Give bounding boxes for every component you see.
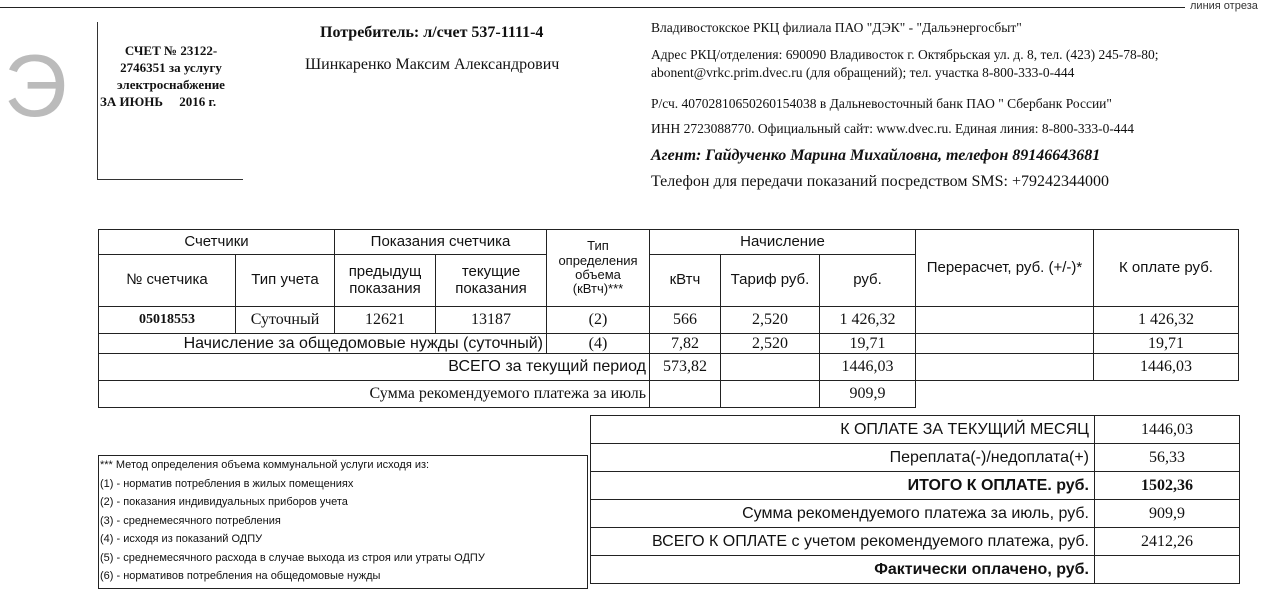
legend-item: (6) - нормативов потребления на общедомовые нужды bbox=[100, 570, 381, 582]
header-meter-no: № счетчика bbox=[99, 255, 236, 307]
header-tariff: Тариф руб. bbox=[721, 255, 820, 307]
legend-item: (5) - среднемесячного расхода в случае выхода из строя или утраты ОДПУ bbox=[100, 551, 485, 564]
kwh-value: 566 bbox=[650, 307, 721, 334]
rkc-bank-account: Р/сч. 40702810650260154038 в Дальневосточный банк ПАО " Сбербанк России" bbox=[651, 96, 1112, 111]
total-recalc bbox=[916, 354, 1094, 381]
consumer-account: Потребитель: л/счет 537-1111-4 bbox=[320, 24, 544, 41]
charges-table bbox=[98, 229, 1239, 408]
legend-item: (1) - норматив потребления в жилых помещениях bbox=[100, 477, 354, 490]
invoice-title bbox=[100, 42, 242, 110]
recommended-tariff bbox=[721, 381, 820, 408]
header-kwh: кВтч bbox=[650, 255, 721, 307]
summary-value-overpay: 56,33 bbox=[1095, 444, 1240, 472]
summary-row bbox=[591, 556, 1240, 584]
tariff-value: 2,520 bbox=[721, 307, 820, 334]
summary-row bbox=[591, 472, 1240, 500]
rub-value: 1 426,32 bbox=[820, 307, 916, 334]
sms-phone: Телефон для передачи показаний посредством SMS: +79242344000 bbox=[651, 173, 1109, 190]
header-account-type: Тип учета bbox=[236, 255, 335, 307]
bill-letter-mark: Э bbox=[4, 36, 68, 135]
summary-label-total: ИТОГО К ОПЛАТЕ. руб. bbox=[591, 472, 1095, 500]
invoice-line-1: СЧЕТ № 23122- bbox=[124, 43, 218, 58]
header-recalc: Перерасчет, руб. (+/-)* bbox=[916, 230, 1094, 307]
odn-rub: 19,71 bbox=[820, 334, 916, 354]
header-charge: Начисление bbox=[650, 230, 916, 255]
recommended-spacer-2 bbox=[1094, 381, 1239, 408]
legend-item: (4) - исходя из показаний ОДПУ bbox=[100, 533, 263, 545]
header-readings: Показания счетчика bbox=[335, 230, 547, 255]
summary-row bbox=[591, 500, 1240, 528]
summary-value-grand-total: 2412,26 bbox=[1095, 528, 1240, 556]
invoice-line-4: ЗА ИЮНЬ 2016 г. bbox=[100, 94, 217, 109]
summary-value-recommended: 909,9 bbox=[1095, 500, 1240, 528]
odn-recalc bbox=[916, 334, 1094, 354]
header-to-pay: К оплате руб. bbox=[1094, 230, 1239, 307]
summary-table bbox=[590, 415, 1240, 584]
rkc-inn: ИНН 2723088770. Официальный сайт: www.dvec.ru. Единая линия: 8-800-333-0-444 bbox=[651, 121, 1135, 136]
account-type: Суточный bbox=[236, 307, 335, 334]
agent-info: Агент: Гайдученко Марина Михайловна, телефон 89146643681 bbox=[651, 147, 1101, 164]
header-rub: руб. bbox=[820, 255, 916, 307]
summary-value-total: 1502,36 bbox=[1095, 472, 1240, 500]
legend-item: (3) - среднемесячного потребления bbox=[100, 514, 281, 527]
table-row bbox=[99, 381, 1239, 408]
type-def: (2) bbox=[547, 307, 650, 334]
summary-row bbox=[591, 444, 1240, 472]
summary-label-paid: Фактически оплачено, руб. bbox=[591, 556, 1095, 584]
recommended-spacer bbox=[916, 381, 1094, 408]
total-to-pay: 1446,03 bbox=[1094, 354, 1239, 381]
odn-label: Начисление за общедомовые нужды (суточный) bbox=[99, 334, 547, 354]
header-type-def: Тип определения объема (кВтч)*** bbox=[547, 230, 650, 307]
summary-label-current: К ОПЛАТЕ ЗА ТЕКУЩИЙ МЕСЯЦ bbox=[591, 416, 1095, 444]
odn-kwh: 7,82 bbox=[650, 334, 721, 354]
recalc-value bbox=[916, 307, 1094, 334]
summary-value-paid bbox=[1095, 556, 1240, 584]
header-prev-reading: предыдущ показания bbox=[335, 255, 436, 307]
total-kwh: 573,82 bbox=[650, 354, 721, 381]
header-meters: Счетчики bbox=[99, 230, 335, 255]
legend-title: *** Метод определения объема коммунальной услуги исходя из: bbox=[100, 459, 430, 471]
total-rub: 1446,03 bbox=[820, 354, 916, 381]
table-row bbox=[99, 354, 1239, 381]
to-pay-value: 1 426,32 bbox=[1094, 307, 1239, 334]
cut-line bbox=[0, 7, 1185, 8]
header-curr-reading: текущие показания bbox=[436, 255, 547, 307]
summary-value-current: 1446,03 bbox=[1095, 416, 1240, 444]
rkc-address-line-2: abonent@vrkc.prim.dvec.ru (для обращений); тел. участка 8-800-333-0-444 bbox=[651, 65, 1075, 80]
summary-row bbox=[591, 416, 1240, 444]
table-row bbox=[99, 307, 1239, 334]
odn-tariff: 2,520 bbox=[721, 334, 820, 354]
summary-label-overpay: Переплата(-)/недоплата(+) bbox=[591, 444, 1095, 472]
recommended-kwh bbox=[650, 381, 721, 408]
recommended-label: Сумма рекомендуемого платежа за июль bbox=[99, 381, 650, 408]
table-row bbox=[99, 334, 1239, 354]
summary-label-recommended: Сумма рекомендуемого платежа за июль, руб. bbox=[591, 500, 1095, 528]
total-tariff bbox=[721, 354, 820, 381]
odn-type-def: (4) bbox=[547, 334, 650, 354]
curr-reading: 13187 bbox=[436, 307, 547, 334]
legend-item: (2) - показания индивидуальных приборов учета bbox=[100, 496, 348, 508]
odn-to-pay: 19,71 bbox=[1094, 334, 1239, 354]
summary-row bbox=[591, 528, 1240, 556]
prev-reading: 12621 bbox=[335, 307, 436, 334]
invoice-line-2: 2746351 за услугу bbox=[120, 60, 222, 75]
cut-line-label: линия отреза bbox=[1190, 0, 1258, 12]
rkc-name: Владивостокское РКЦ филиала ПАО "ДЭК" - "Дальэнергосбыт" bbox=[651, 20, 1022, 35]
meter-number: 05018553 bbox=[99, 307, 236, 334]
summary-label-grand-total: ВСЕГО К ОПЛАТЕ с учетом рекомендуемого платежа, руб. bbox=[591, 528, 1095, 556]
recommended-rub: 909,9 bbox=[820, 381, 916, 408]
consumer-name: Шинкаренко Максим Александрович bbox=[305, 56, 560, 73]
total-label: ВСЕГО за текущий период bbox=[99, 354, 650, 381]
method-legend bbox=[100, 456, 485, 586]
rkc-address-line-1: Адрес РКЦ/отделения: 690090 Владивосток г. Октябрьская ул. д. 8, тел. (423) 245-78-80; bbox=[651, 47, 1159, 62]
invoice-line-3: электроснабжение bbox=[117, 77, 225, 92]
